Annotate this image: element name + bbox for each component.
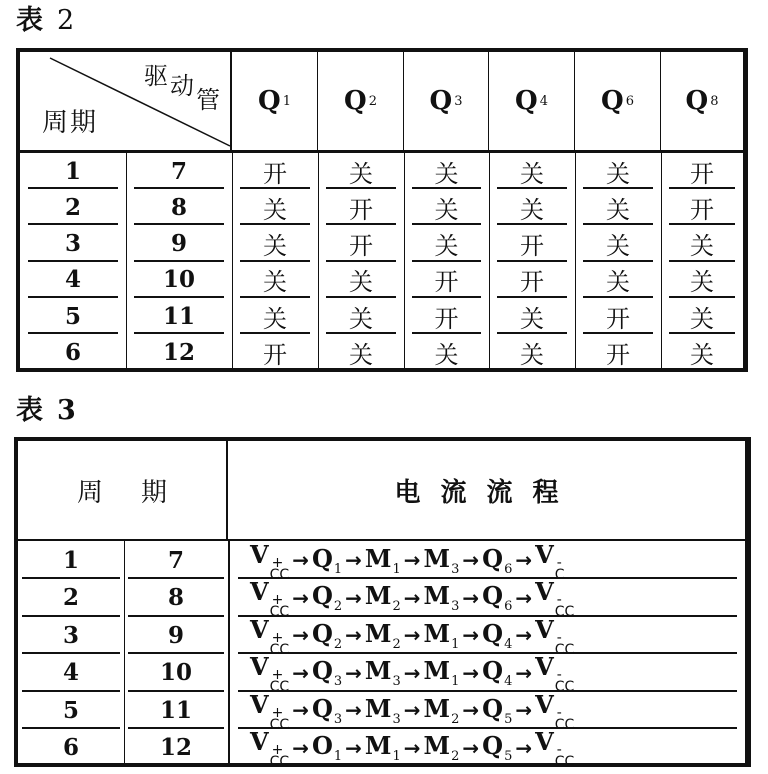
table2-diagonal-header-cell: [20, 52, 232, 150]
supply-subscript: CC: [269, 604, 290, 620]
current-flow-cell: [230, 652, 745, 695]
table-row: [18, 539, 745, 583]
arrow-icon: →: [345, 735, 362, 760]
arrow-icon: →: [345, 660, 362, 685]
polarity-superscript: +: [271, 742, 284, 758]
period-cell: 7: [124, 541, 228, 579]
column-subscript: 3: [454, 93, 463, 109]
state-cell: 关: [404, 189, 489, 225]
supply-subscript: CC: [554, 716, 575, 733]
node-subscript: 3: [451, 599, 460, 614]
column-symbol: Q: [258, 86, 281, 116]
node-subscript: 3: [333, 711, 343, 727]
node-symbol: M: [364, 618, 392, 648]
node-subscript: 6: [504, 599, 513, 614]
column-symbol: Q: [515, 86, 538, 116]
arrow-icon: →: [345, 623, 362, 647]
flow-node: [424, 581, 460, 614]
arrow-icon: →: [292, 698, 309, 722]
node-subscript: 3: [451, 561, 460, 577]
state-cell: 关: [232, 226, 318, 262]
arrow-icon: →: [462, 548, 480, 572]
state-cell: 关: [404, 226, 489, 262]
flow-node: [250, 727, 289, 768]
supply-subscript: CC: [269, 641, 290, 658]
flow-node: [482, 581, 512, 614]
flow-node: [482, 544, 512, 577]
node-symbol: V: [250, 652, 269, 681]
state-cell: 开: [263, 341, 287, 369]
polarity-superscript: +: [271, 554, 284, 571]
table3-caption-prefix: 表: [16, 395, 43, 426]
supply-subscript: CC: [269, 679, 290, 695]
supply-subscript: CC: [554, 679, 575, 695]
node-subscript: 2: [333, 599, 343, 614]
node-subscript: 3: [333, 674, 343, 689]
table3-caption-number: 3: [57, 395, 76, 426]
node-subscript: 2: [392, 636, 401, 652]
node-symbol: Q: [482, 693, 504, 723]
flow-node: [365, 619, 401, 652]
node-subscript: 1: [451, 636, 460, 652]
period-cell: 10: [126, 262, 232, 298]
supply-subscript: C: [554, 566, 565, 583]
polarity-superscript: -: [556, 592, 562, 608]
state-cell: 关: [232, 298, 318, 334]
table-row: [20, 226, 743, 262]
period-cell: 5: [18, 691, 124, 729]
node-symbol: V: [535, 689, 554, 719]
period-cell: 12: [162, 339, 195, 366]
column-symbol: Q: [685, 86, 709, 116]
node-symbol: Q: [311, 618, 333, 648]
arrow-icon: →: [462, 698, 480, 722]
polarity-superscript: +: [271, 667, 284, 683]
arrow-icon: →: [345, 548, 362, 572]
supply-subscript: CC: [554, 641, 575, 658]
node-symbol: M: [364, 656, 392, 685]
period-cell: 8: [124, 579, 228, 617]
state-cell: 关: [575, 153, 661, 189]
current-flow-cell: [230, 689, 745, 733]
table-row: [18, 652, 745, 695]
flow-node: [424, 544, 460, 577]
table-row: [20, 153, 743, 189]
flow-node: [250, 652, 289, 693]
table-row: [18, 727, 745, 770]
arrow-icon: →: [515, 623, 533, 647]
node-symbol: Q: [482, 581, 504, 610]
arrow-icon: →: [462, 623, 480, 647]
state-cell: 开: [489, 262, 575, 298]
state-cell: 关: [349, 341, 373, 369]
arrow-icon: →: [403, 698, 421, 722]
flow-node: [250, 577, 289, 618]
column-header-q1: [232, 52, 318, 150]
arrow-icon: →: [515, 548, 533, 572]
polarity-superscript: -: [556, 667, 562, 683]
arrow-icon: →: [292, 660, 309, 685]
flow-node: [312, 619, 342, 652]
node-symbol: O: [311, 731, 333, 760]
table2-caption-prefix: 表: [16, 5, 43, 36]
flow-node: [424, 619, 460, 652]
supply-subscript: CC: [269, 754, 290, 770]
column-header-q3: [404, 52, 489, 150]
arrow-icon: →: [403, 660, 421, 685]
period-cell: 9: [124, 616, 228, 654]
period-cell: 1: [20, 153, 126, 189]
period-label: 周期: [42, 108, 99, 138]
supply-scripts: [270, 744, 290, 768]
table3-body: [18, 539, 745, 770]
column-subscript: 4: [539, 93, 548, 109]
column-subscript: 1: [282, 93, 291, 109]
flow-node: [312, 544, 342, 577]
period-cell: 6: [62, 734, 79, 761]
node-symbol: Q: [311, 656, 333, 685]
node-symbol: M: [423, 693, 451, 723]
node-symbol: M: [364, 731, 392, 760]
flow-node: [365, 581, 401, 614]
supply-subscript: CC: [554, 604, 575, 620]
node-symbol: V: [535, 652, 554, 681]
node-symbol: Q: [482, 543, 504, 573]
state-cell: 开: [489, 226, 575, 262]
current-flow-cell: [230, 614, 745, 658]
column-header-q4: [489, 52, 575, 150]
arrow-icon: →: [515, 698, 533, 722]
current-flow-cell: [230, 577, 745, 620]
node-subscript: 5: [504, 711, 513, 727]
table2-header: [20, 52, 743, 153]
period-cell: 11: [126, 298, 232, 334]
current-flow-cell: [230, 727, 745, 770]
period-cell: 1: [18, 541, 124, 579]
state-cell: 关: [690, 341, 714, 369]
state-cell: 关: [489, 153, 575, 189]
arrow-icon: →: [462, 585, 480, 610]
polarity-superscript: -: [556, 742, 562, 758]
flow-node: [312, 694, 342, 727]
column-symbol: Q: [344, 86, 367, 116]
node-symbol: Q: [311, 581, 333, 610]
flow-node: [535, 727, 574, 768]
node-subscript: 1: [333, 561, 343, 577]
period-cell: 11: [124, 691, 228, 729]
node-subscript: 4: [504, 636, 513, 652]
node-symbol: Q: [482, 731, 504, 760]
period-cell: 3: [20, 226, 126, 262]
column-header-q2: [318, 52, 404, 150]
node-symbol: M: [423, 656, 451, 685]
node-symbol: M: [423, 618, 451, 648]
state-cell: 关: [434, 341, 459, 369]
flow-node: [424, 694, 460, 727]
state-cell: 开: [232, 153, 318, 189]
state-cell: 关: [661, 262, 743, 298]
node-subscript: 3: [392, 711, 401, 727]
node-symbol: Q: [482, 656, 504, 685]
flow-node: [535, 540, 564, 581]
flow-node: [424, 656, 460, 689]
arrow-icon: →: [462, 735, 480, 760]
column-header-q8: [661, 52, 743, 150]
arrow-icon: →: [515, 735, 533, 760]
state-cell: 关: [404, 153, 489, 189]
flow-node: [365, 694, 401, 727]
period-cell: 8: [126, 189, 232, 225]
column-symbol: Q: [429, 86, 453, 116]
node-symbol: M: [423, 581, 451, 610]
state-cell: 关: [575, 262, 661, 298]
node-symbol: Q: [482, 618, 504, 648]
flow-node: [482, 619, 512, 652]
node-symbol: M: [423, 731, 451, 760]
node-subscript: 6: [504, 561, 513, 577]
current-flow-header: 电流流程: [394, 477, 579, 508]
table-row: [18, 614, 745, 658]
period-cell: 4: [20, 262, 126, 298]
polarity-superscript: -: [556, 554, 562, 571]
node-symbol: M: [423, 543, 451, 573]
flow-node: [312, 731, 342, 764]
table-row: [18, 689, 745, 733]
flow-node: [365, 731, 401, 764]
table-row: [20, 298, 743, 334]
state-cell: 开: [404, 298, 489, 334]
flow-node: [250, 690, 289, 731]
flow-node: [482, 656, 512, 689]
node-subscript: 2: [333, 636, 343, 652]
polarity-superscript: -: [556, 629, 562, 646]
flow-node: [312, 656, 342, 689]
state-cell: 关: [661, 226, 743, 262]
period-cell: 4: [18, 654, 124, 692]
supply-scripts: [555, 744, 575, 768]
table3-header: [18, 441, 745, 541]
arrow-icon: →: [345, 698, 362, 722]
polarity-superscript: +: [271, 629, 284, 646]
arrow-icon: →: [462, 660, 480, 685]
arrow-icon: →: [515, 585, 533, 610]
node-subscript: 3: [392, 674, 401, 689]
node-symbol: V: [250, 539, 269, 569]
column-subscript: 6: [625, 93, 634, 109]
node-subscript: 2: [451, 711, 460, 727]
node-subscript: 1: [451, 674, 460, 689]
state-cell: 关: [489, 189, 575, 225]
table-row: [20, 335, 743, 371]
node-symbol: V: [250, 614, 269, 644]
arrow-icon: →: [403, 735, 421, 760]
arrow-icon: →: [515, 660, 533, 685]
node-symbol: V: [250, 577, 269, 606]
supply-subscript: CC: [269, 566, 290, 583]
state-cell: 开: [661, 153, 743, 189]
state-cell: 开: [606, 341, 630, 369]
arrow-icon: →: [292, 585, 309, 610]
node-subscript: 2: [451, 749, 460, 764]
supply-subscript: CC: [269, 716, 290, 733]
flow-node: [535, 690, 574, 731]
column-subscript: 8: [710, 93, 719, 109]
state-cell: 关: [318, 298, 404, 334]
node-symbol: M: [364, 693, 392, 723]
node-subscript: 5: [504, 749, 513, 764]
state-cell: 开: [575, 298, 661, 334]
state-cell: 关: [232, 262, 318, 298]
node-subscript: 1: [333, 749, 343, 764]
polarity-superscript: -: [556, 704, 562, 721]
state-cell: 关: [489, 298, 575, 334]
column-subscript: 2: [368, 93, 377, 109]
flow-node: [482, 694, 512, 727]
node-symbol: V: [535, 727, 554, 756]
period-header: 周期: [18, 441, 228, 539]
arrow-icon: →: [403, 548, 421, 572]
node-symbol: V: [250, 727, 269, 756]
label-char: 驱: [144, 62, 170, 90]
state-cell: 关: [232, 189, 318, 225]
period-cell: 12: [159, 734, 192, 761]
node-symbol: M: [364, 543, 392, 573]
table-row: [18, 577, 745, 620]
node-subscript: 1: [392, 561, 401, 577]
label-char: 管: [196, 86, 222, 114]
period-cell: 9: [126, 226, 232, 262]
table2-body: [20, 153, 743, 368]
flow-node: [250, 540, 289, 581]
column-header-q6: [575, 52, 661, 150]
flow-node: [535, 577, 574, 618]
arrow-icon: →: [345, 585, 362, 610]
period-cell: 6: [64, 339, 81, 366]
node-subscript: 4: [504, 674, 513, 689]
table3-caption: [16, 396, 76, 426]
period-cell: 2: [20, 189, 126, 225]
state-cell: 关: [318, 262, 404, 298]
table3: [14, 437, 751, 770]
arrow-icon: →: [403, 623, 421, 647]
state-cell: 开: [318, 189, 404, 225]
arrow-icon: →: [403, 585, 421, 610]
node-symbol: Q: [311, 693, 333, 723]
polarity-superscript: +: [271, 704, 284, 721]
state-cell: 关: [520, 341, 544, 369]
state-cell: 关: [575, 189, 661, 225]
period-cell: 3: [18, 616, 124, 654]
node-symbol: V: [535, 539, 554, 569]
flow-node: [365, 544, 401, 577]
state-cell: 开: [661, 189, 743, 225]
node-symbol: Q: [311, 543, 333, 573]
arrow-icon: →: [292, 548, 309, 572]
period-cell: 7: [126, 153, 232, 189]
table2-caption: [16, 6, 74, 36]
node-symbol: M: [364, 581, 392, 610]
column-symbol: Q: [601, 86, 624, 116]
state-cell: 开: [404, 262, 489, 298]
table-row: [20, 189, 743, 225]
flow-node: [365, 656, 401, 689]
arrow-icon: →: [292, 623, 309, 647]
period-cell: 5: [20, 298, 126, 334]
table2-caption-number: 2: [57, 5, 75, 36]
flow-node: [482, 731, 512, 764]
flow-node: [424, 731, 460, 764]
flow-node: [312, 581, 342, 614]
state-cell: 开: [318, 226, 404, 262]
state-cell: 关: [318, 153, 404, 189]
node-subscript: 2: [392, 599, 401, 614]
node-subscript: 1: [392, 749, 401, 764]
node-symbol: V: [535, 577, 554, 606]
table2: [16, 48, 748, 372]
period-cell: 10: [124, 654, 228, 692]
label-char: 动: [170, 72, 196, 100]
node-symbol: V: [535, 614, 554, 644]
node-symbol: V: [250, 689, 269, 719]
polarity-superscript: +: [271, 592, 284, 608]
table-row: [20, 262, 743, 298]
flow-node: [535, 652, 574, 693]
state-cell: 关: [661, 298, 743, 334]
state-cell: 关: [575, 226, 661, 262]
flow-node: [535, 615, 574, 656]
arrow-icon: →: [292, 735, 309, 760]
flow-node: [250, 615, 289, 656]
current-flow-cell: [230, 539, 745, 583]
driver-tube-label: [144, 56, 222, 114]
supply-subscript: CC: [554, 754, 575, 770]
period-cell: 2: [18, 579, 124, 617]
